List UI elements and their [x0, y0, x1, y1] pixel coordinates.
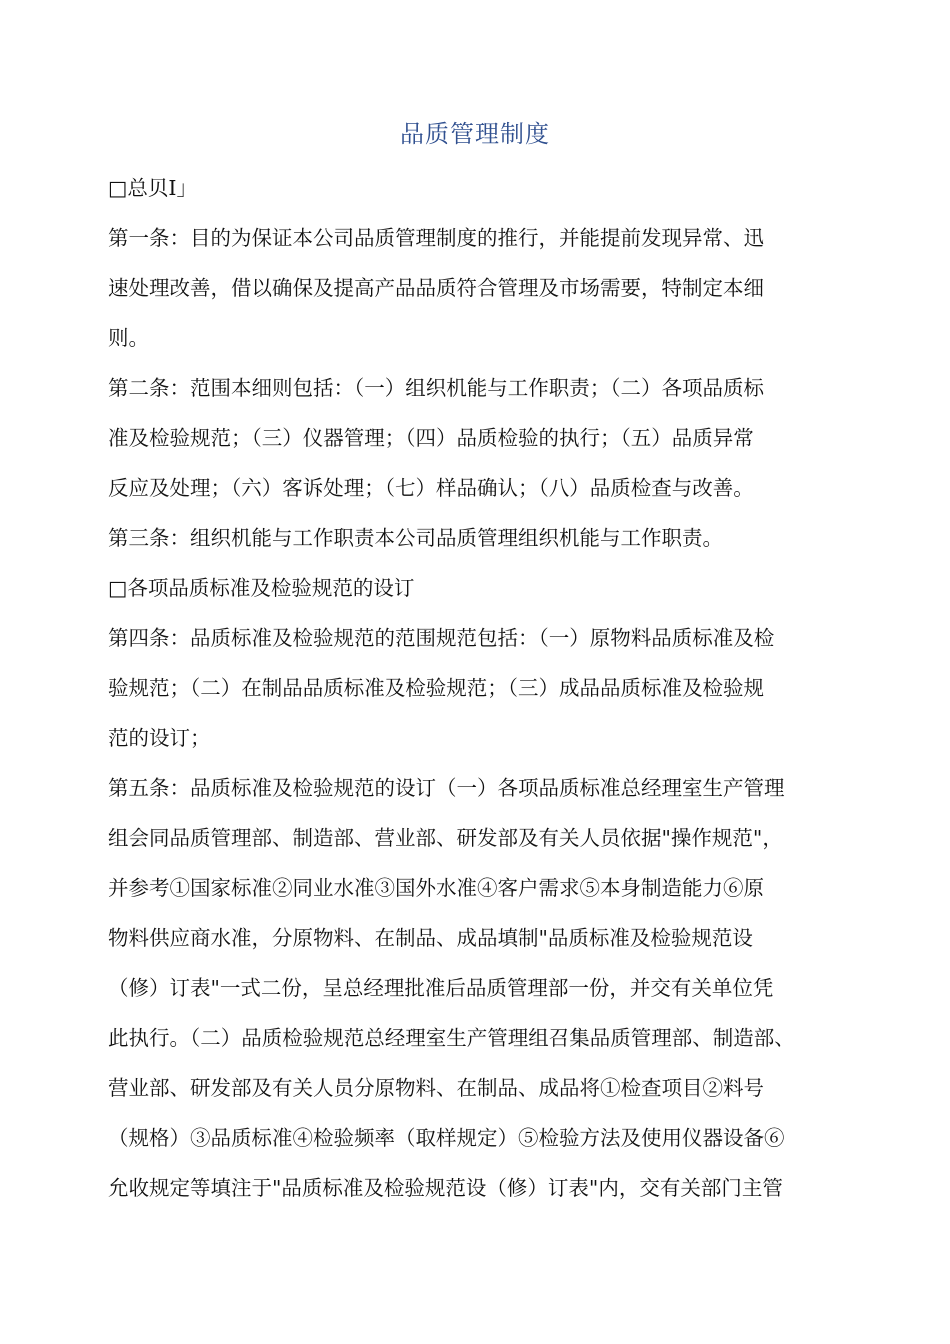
- text-line: 组会同品质管理部、制造部、营业部、研发部及有关人员依据"操作规范"，: [108, 826, 783, 850]
- text-line: 并参考①国家标准②同业水准③国外水准④客户需求⑤本身制造能力⑥原: [108, 876, 764, 900]
- text-line: 第一条：目的为保证本公司品质管理制度的推行，并能提前发现异常、迅: [108, 226, 764, 250]
- document-body: [108, 163, 856, 1213]
- text-line: 营业部、研发部及有关人员分原物料、在制品、成品将①检查项目②料号: [108, 1076, 764, 1100]
- text-line: 此执行。（二）品质检验规范总经理室生产管理组召集品质管理部、制造部、: [108, 1026, 795, 1050]
- text-line: 物料供应商水准，分原物料、在制品、成品填制"品质标准及检验规范设: [108, 926, 753, 950]
- text-line: 则。: [108, 326, 149, 350]
- text-line: 第三条：组织机能与工作职责本公司品质管理组织机能与工作职责。: [108, 526, 723, 550]
- text-line: 范的设订；: [108, 726, 211, 750]
- text-line: □总贝I」: [108, 176, 197, 200]
- text-line: （规格）③品质标准④检验频率（取样规定）⑤检验方法及使用仪器设备⑥: [108, 1126, 785, 1150]
- text-line: 第二条：范围本细则包括：（一）组织机能与工作职责；（二）各项品质标: [108, 376, 764, 400]
- text-line: 第五条：品质标准及检验规范的设订（一）各项品质标准总经理室生产管理: [108, 776, 785, 800]
- text-line: 准及检验规范；（三）仪器管理；（四）品质检验的执行；（五）品质异常: [108, 426, 754, 450]
- text-line: 速处理改善，借以确保及提高产品品质符合管理及市场需要，特制定本细: [108, 276, 764, 300]
- text-line: 允收规定等填注于"品质标准及检验规范设（修）订表"内，交有关部门主管: [108, 1176, 783, 1200]
- text-line: （修）订表"一式二份，呈总经理批准后品质管理部一份，并交有关单位凭: [108, 976, 774, 1000]
- text-line: 验规范；（二）在制品品质标准及检验规范；（三）成品品质标准及检验规: [108, 676, 764, 700]
- text-line: □各项品质标准及检验规范的设订: [108, 576, 415, 600]
- document-title: 品质管理制度: [400, 120, 550, 148]
- text-line: 第四条：品质标准及检验规范的范围规范包括：（一）原物料品质标准及检: [108, 626, 775, 650]
- text-line: 反应及处理；（六）客诉处理；（七）样品确认；（八）品质检查与改善。: [108, 476, 754, 500]
